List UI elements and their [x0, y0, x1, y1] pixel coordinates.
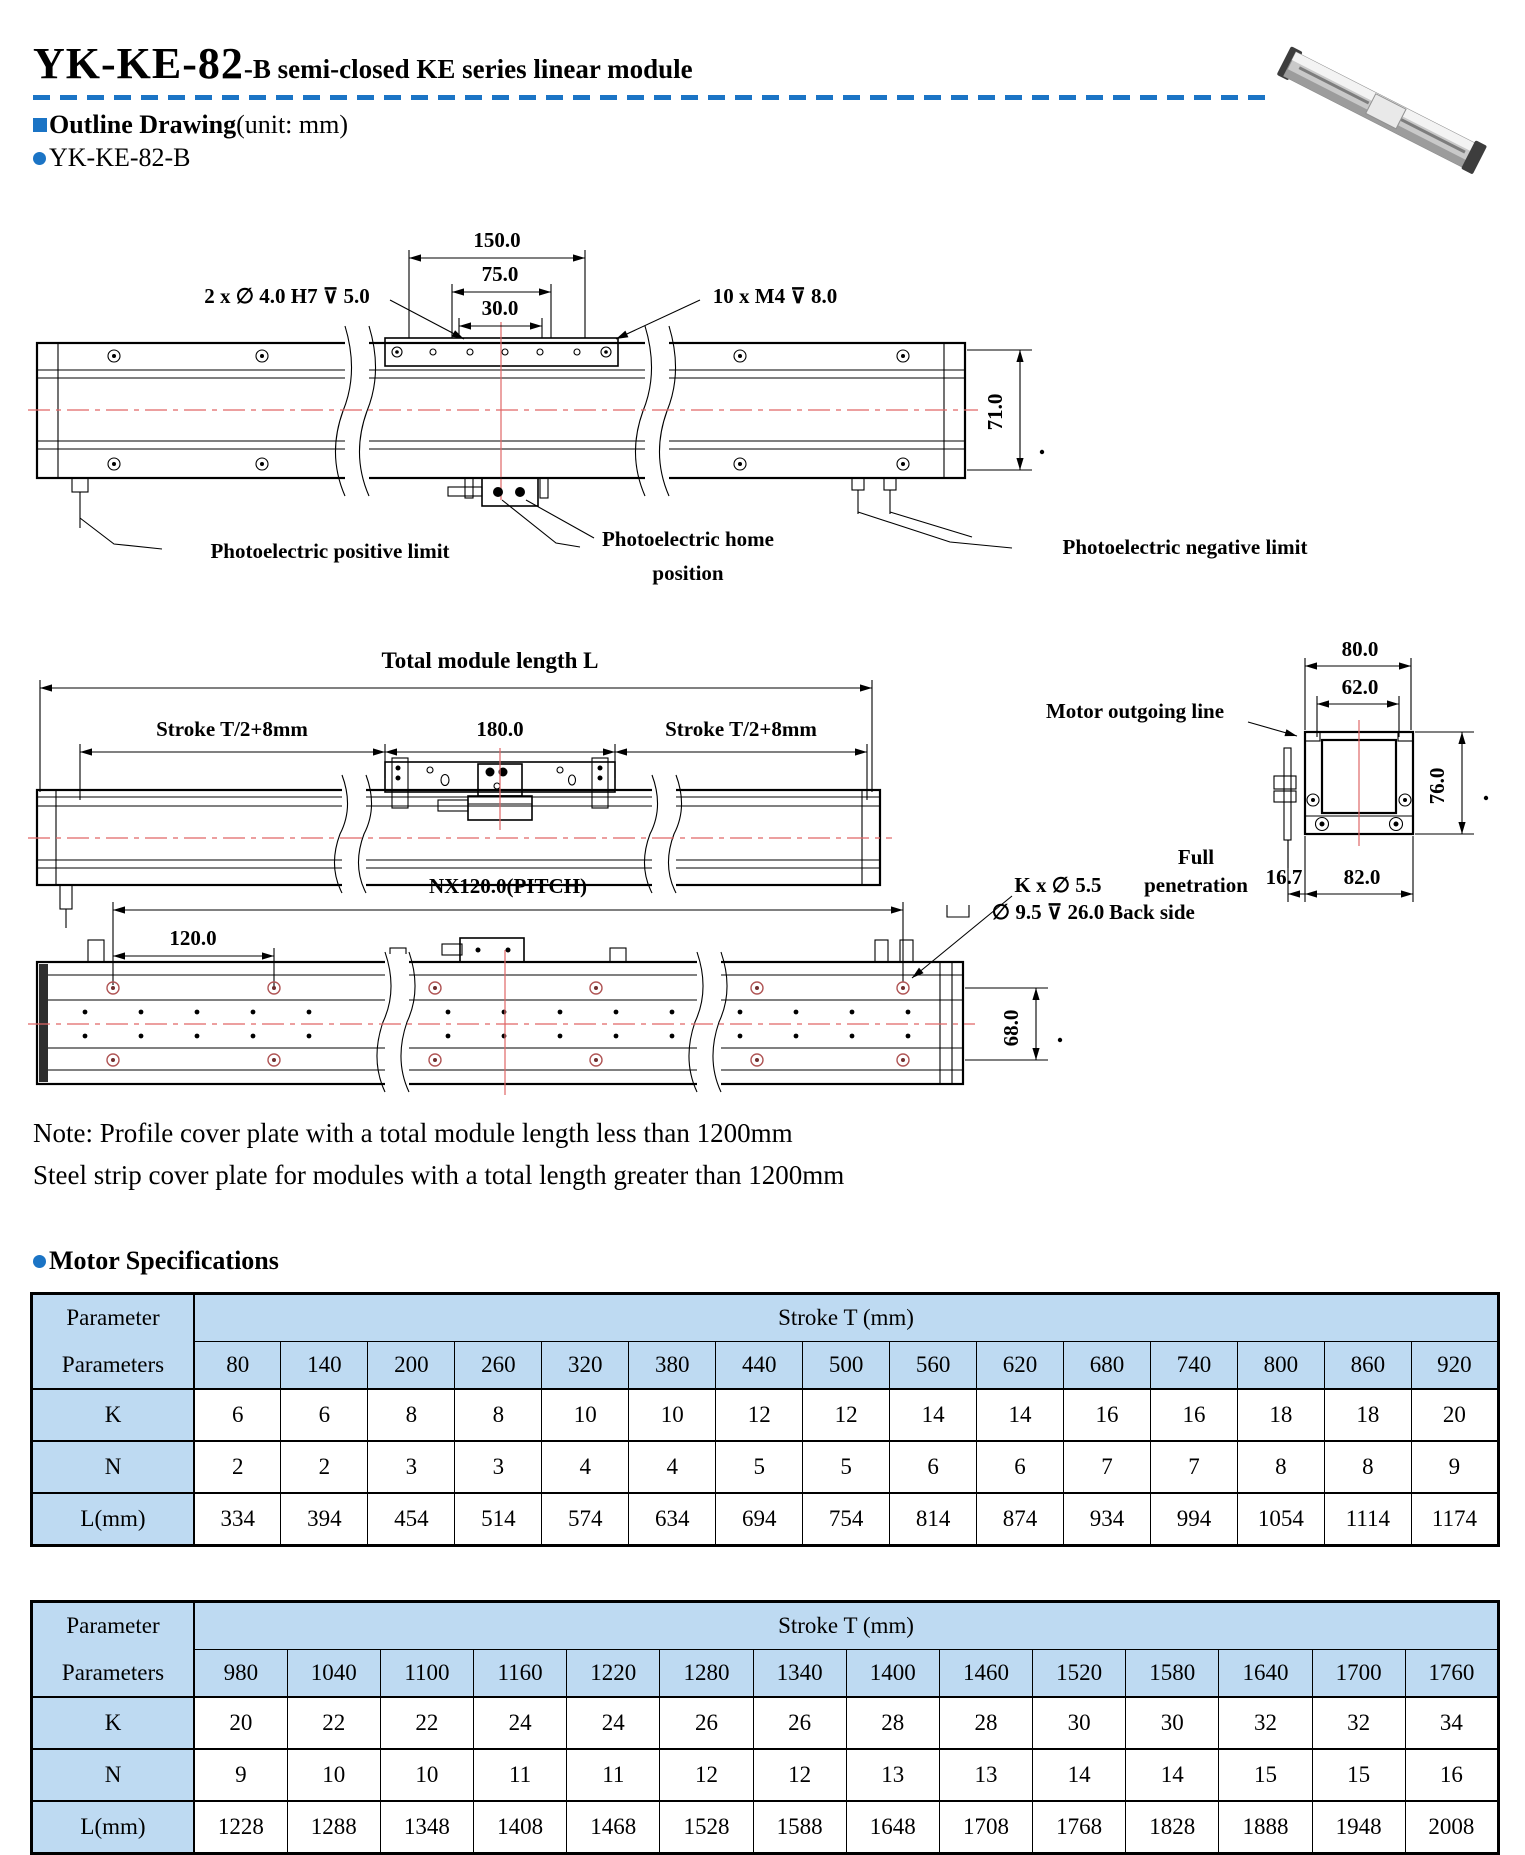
stroke-value-header: 1700 — [1312, 1650, 1405, 1698]
table-cell: 514 — [455, 1493, 542, 1546]
full-penetration-line1: Full — [1177, 845, 1215, 869]
page-title-model: YK-KE-82 — [33, 39, 244, 88]
stroke-value-header: 1640 — [1219, 1650, 1312, 1698]
table-cell: 1528 — [660, 1801, 753, 1854]
spec-table — [30, 1292, 1500, 1547]
table-cell: 12 — [803, 1389, 890, 1441]
dim-80-label: 80.0 — [1341, 637, 1379, 661]
table-cell: 4 — [629, 1441, 716, 1493]
table-cell: 15 — [1219, 1749, 1312, 1801]
table-cell: 10 — [287, 1749, 380, 1801]
table-cell: 8 — [368, 1389, 455, 1441]
corner-parameter: Parameter — [32, 1602, 195, 1650]
stroke-value-header: 1220 — [567, 1650, 660, 1698]
table-cell: 1588 — [753, 1801, 846, 1854]
table-cell: 1288 — [287, 1801, 380, 1854]
stroke-value-header: 380 — [629, 1342, 716, 1390]
row-label: N — [32, 1441, 195, 1493]
stroke-value-header: 1100 — [380, 1650, 473, 1698]
motor-specifications-heading — [33, 1246, 279, 1276]
callout-thread-holes: 10 x M4 ⊽ 8.0 — [712, 284, 838, 308]
stroke-value-header: 680 — [1064, 1342, 1151, 1390]
table-cell: 16 — [1064, 1389, 1151, 1441]
stroke-value-header: 740 — [1150, 1342, 1237, 1390]
row-label: K — [32, 1389, 195, 1441]
table-cell: 994 — [1150, 1493, 1237, 1546]
corner-parameters: Parameters — [32, 1650, 195, 1698]
table-cell: 754 — [803, 1493, 890, 1546]
table-cell: 13 — [939, 1749, 1032, 1801]
stroke-span-header: Stroke T (mm) — [194, 1294, 1499, 1342]
table-cell: 1768 — [1033, 1801, 1126, 1854]
table-cell: 14 — [977, 1389, 1064, 1441]
stroke-value-header: 1520 — [1033, 1650, 1126, 1698]
row-label: L(mm) — [32, 1493, 195, 1546]
table-cell: 1648 — [846, 1801, 939, 1854]
table-cell: 3 — [455, 1441, 542, 1493]
dim-150-label: 150.0 — [473, 228, 521, 252]
table-cell: 30 — [1126, 1697, 1219, 1749]
table-cell: 18 — [1324, 1389, 1411, 1441]
dim-120-label: 120.0 — [169, 926, 217, 950]
label-positive-limit: Photoelectric positive limit — [210, 539, 450, 563]
table-cell: 814 — [890, 1493, 977, 1546]
stroke-value-header: 500 — [803, 1342, 890, 1390]
stroke-value-header: 1280 — [660, 1650, 753, 1698]
table-cell: 8 — [455, 1389, 542, 1441]
stroke-right-label: Stroke T/2+8mm — [665, 717, 817, 741]
table-cell: 28 — [846, 1697, 939, 1749]
table-cell: 4 — [542, 1441, 629, 1493]
table-cell: 1174 — [1411, 1493, 1498, 1546]
note-line-2: Steel strip cover plate for modules with a total length greater than 1200mm — [33, 1160, 845, 1190]
label-home-line1: Photoelectric home — [601, 527, 775, 551]
counterbore-spec: ∅ 9.5 ⊽ 26.0 — [991, 900, 1105, 924]
stroke-value-header: 1580 — [1126, 1650, 1219, 1698]
table-cell: 6 — [977, 1441, 1064, 1493]
table-cell: 13 — [846, 1749, 939, 1801]
table-cell: 1888 — [1219, 1801, 1312, 1854]
table-cell: 2 — [281, 1441, 368, 1493]
table-cell: 24 — [474, 1697, 567, 1749]
motor-spec-table-1 — [30, 1292, 1500, 1547]
table-cell: 14 — [1126, 1749, 1219, 1801]
dim-30-label: 30.0 — [481, 296, 519, 320]
table-cell: 2008 — [1405, 1801, 1498, 1854]
table-cell: 874 — [977, 1493, 1064, 1546]
dim-71-label: 71.0 — [983, 393, 1007, 431]
full-penetration-line2: penetration — [1144, 873, 1248, 897]
row-label: N — [32, 1749, 195, 1801]
table-cell: 1228 — [194, 1801, 287, 1854]
table-cell: 12 — [753, 1749, 846, 1801]
stroke-value-header: 1460 — [939, 1650, 1032, 1698]
stroke-value-header: 140 — [281, 1342, 368, 1390]
table-cell: 14 — [1033, 1749, 1126, 1801]
dot-bullet-icon — [33, 1255, 46, 1268]
total-length-label: Total module length L — [381, 648, 599, 673]
table-cell: 22 — [287, 1697, 380, 1749]
break-lines — [335, 326, 675, 496]
table-cell: 9 — [194, 1749, 287, 1801]
table-cell: 8 — [1324, 1441, 1411, 1493]
dim-180-label: 180.0 — [476, 717, 524, 741]
row-label: L(mm) — [32, 1801, 195, 1854]
stroke-value-header: 980 — [194, 1650, 287, 1698]
table-cell: 26 — [753, 1697, 846, 1749]
table-cell: 1828 — [1126, 1801, 1219, 1854]
motor-specifications-title: Motor Specifications — [49, 1246, 279, 1275]
table-cell: 1468 — [567, 1801, 660, 1854]
table-cell: 34 — [1405, 1697, 1498, 1749]
table-cell: 7 — [1150, 1441, 1237, 1493]
stroke-value-header: 1340 — [753, 1650, 846, 1698]
counterbore-icon — [947, 905, 969, 917]
table-cell: 8 — [1237, 1441, 1324, 1493]
outline-drawing-unit: (unit: mm) — [236, 110, 349, 139]
table-cell: 5 — [716, 1441, 803, 1493]
table-cell: 12 — [716, 1389, 803, 1441]
stroke-span-header: Stroke T (mm) — [194, 1602, 1499, 1650]
table-cell: 10 — [629, 1389, 716, 1441]
outline-drawing-title: Outline Drawing — [49, 110, 237, 139]
dim-62-label: 62.0 — [1341, 675, 1379, 699]
stroke-value-header: 800 — [1237, 1342, 1324, 1390]
table-cell: 26 — [660, 1697, 753, 1749]
motor-spec-table-2 — [30, 1600, 1500, 1855]
table-cell: 2 — [194, 1441, 281, 1493]
dim-68-label: 68.0 — [999, 1009, 1023, 1047]
stroke-value-header: 620 — [977, 1342, 1064, 1390]
table-cell: 1708 — [939, 1801, 1032, 1854]
row-label: K — [32, 1697, 195, 1749]
table-cell: 18 — [1237, 1389, 1324, 1441]
corner-parameter: Parameter — [32, 1294, 195, 1342]
bottom-view — [28, 874, 1062, 1095]
table-cell: 6 — [890, 1441, 977, 1493]
table-cell: 11 — [567, 1749, 660, 1801]
side-view — [912, 637, 1488, 978]
stroke-value-header: 200 — [368, 1342, 455, 1390]
table-cell: 24 — [567, 1697, 660, 1749]
table-cell: 1054 — [1237, 1493, 1324, 1546]
table-cell: 634 — [629, 1493, 716, 1546]
table-cell: 9 — [1411, 1441, 1498, 1493]
table-cell: 3 — [368, 1441, 455, 1493]
table-cell: 1408 — [474, 1801, 567, 1854]
stroke-value-header: 440 — [716, 1342, 803, 1390]
stroke-value-header: 1760 — [1405, 1650, 1498, 1698]
pitch-label: NX120.0(PITCH) — [428, 874, 588, 898]
stroke-value-header: 920 — [1411, 1342, 1498, 1390]
callout-dowel-holes: 2 x ∅ 4.0 H7 ⊽ 5.0 — [204, 284, 370, 308]
stroke-value-header: 80 — [194, 1342, 281, 1390]
limit-sensors — [72, 478, 896, 528]
table-cell: 334 — [194, 1493, 281, 1546]
table-cell: 1348 — [380, 1801, 473, 1854]
table-cell: 6 — [281, 1389, 368, 1441]
dim-75-label: 75.0 — [481, 262, 519, 286]
table-cell: 694 — [716, 1493, 803, 1546]
table-cell: 14 — [890, 1389, 977, 1441]
table-cell: 454 — [368, 1493, 455, 1546]
table-cell: 16 — [1150, 1389, 1237, 1441]
table-cell: 16 — [1405, 1749, 1498, 1801]
motor-outgoing-line-label: Motor outgoing line — [1045, 699, 1225, 723]
stroke-value-header: 260 — [455, 1342, 542, 1390]
stroke-value-header: 560 — [890, 1342, 977, 1390]
table-cell: 574 — [542, 1493, 629, 1546]
table-cell: 15 — [1312, 1749, 1405, 1801]
label-home-line2: position — [652, 561, 724, 585]
dim-76-label: 76.0 — [1425, 767, 1449, 805]
table-cell: 6 — [194, 1389, 281, 1441]
dim-167-label: 16.7 — [1265, 865, 1303, 889]
table-cell: 1948 — [1312, 1801, 1405, 1854]
table-cell: 28 — [939, 1697, 1032, 1749]
table-cell: 394 — [281, 1493, 368, 1546]
table-cell: 7 — [1064, 1441, 1151, 1493]
label-negative-limit: Photoelectric negative limit — [1062, 535, 1308, 559]
table-cell: 10 — [380, 1749, 473, 1801]
page-title-description: -B semi-closed KE series linear module — [243, 54, 693, 84]
stroke-left-label: Stroke T/2+8mm — [156, 717, 308, 741]
dim-82-label: 82.0 — [1343, 865, 1381, 889]
table-cell: 32 — [1312, 1697, 1405, 1749]
table-cell: 934 — [1064, 1493, 1151, 1546]
corner-parameters: Parameters — [32, 1342, 195, 1390]
callout-k-holes: K x ∅ 5.5 — [1014, 873, 1102, 897]
table-cell: 30 — [1033, 1697, 1126, 1749]
table-cell: 20 — [194, 1697, 287, 1749]
table-cell: 20 — [1411, 1389, 1498, 1441]
stroke-value-header: 860 — [1324, 1342, 1411, 1390]
spec-table — [30, 1600, 1500, 1855]
note-line-1: Note: Profile cover plate with a total module length less than 1200mm — [33, 1118, 793, 1148]
stroke-value-header: 1160 — [474, 1650, 567, 1698]
table-cell: 22 — [380, 1697, 473, 1749]
stroke-value-header: 1400 — [846, 1650, 939, 1698]
stroke-value-header: 320 — [542, 1342, 629, 1390]
table-cell: 32 — [1219, 1697, 1312, 1749]
stroke-value-header: 1040 — [287, 1650, 380, 1698]
table-cell: 10 — [542, 1389, 629, 1441]
back-side-label: Back side — [1109, 900, 1195, 924]
model-label: YK-KE-82-B — [49, 143, 191, 172]
table-cell: 1114 — [1324, 1493, 1411, 1546]
top-view — [28, 228, 1307, 585]
table-cell: 11 — [474, 1749, 567, 1801]
table-cell: 5 — [803, 1441, 890, 1493]
table-cell: 12 — [660, 1749, 753, 1801]
